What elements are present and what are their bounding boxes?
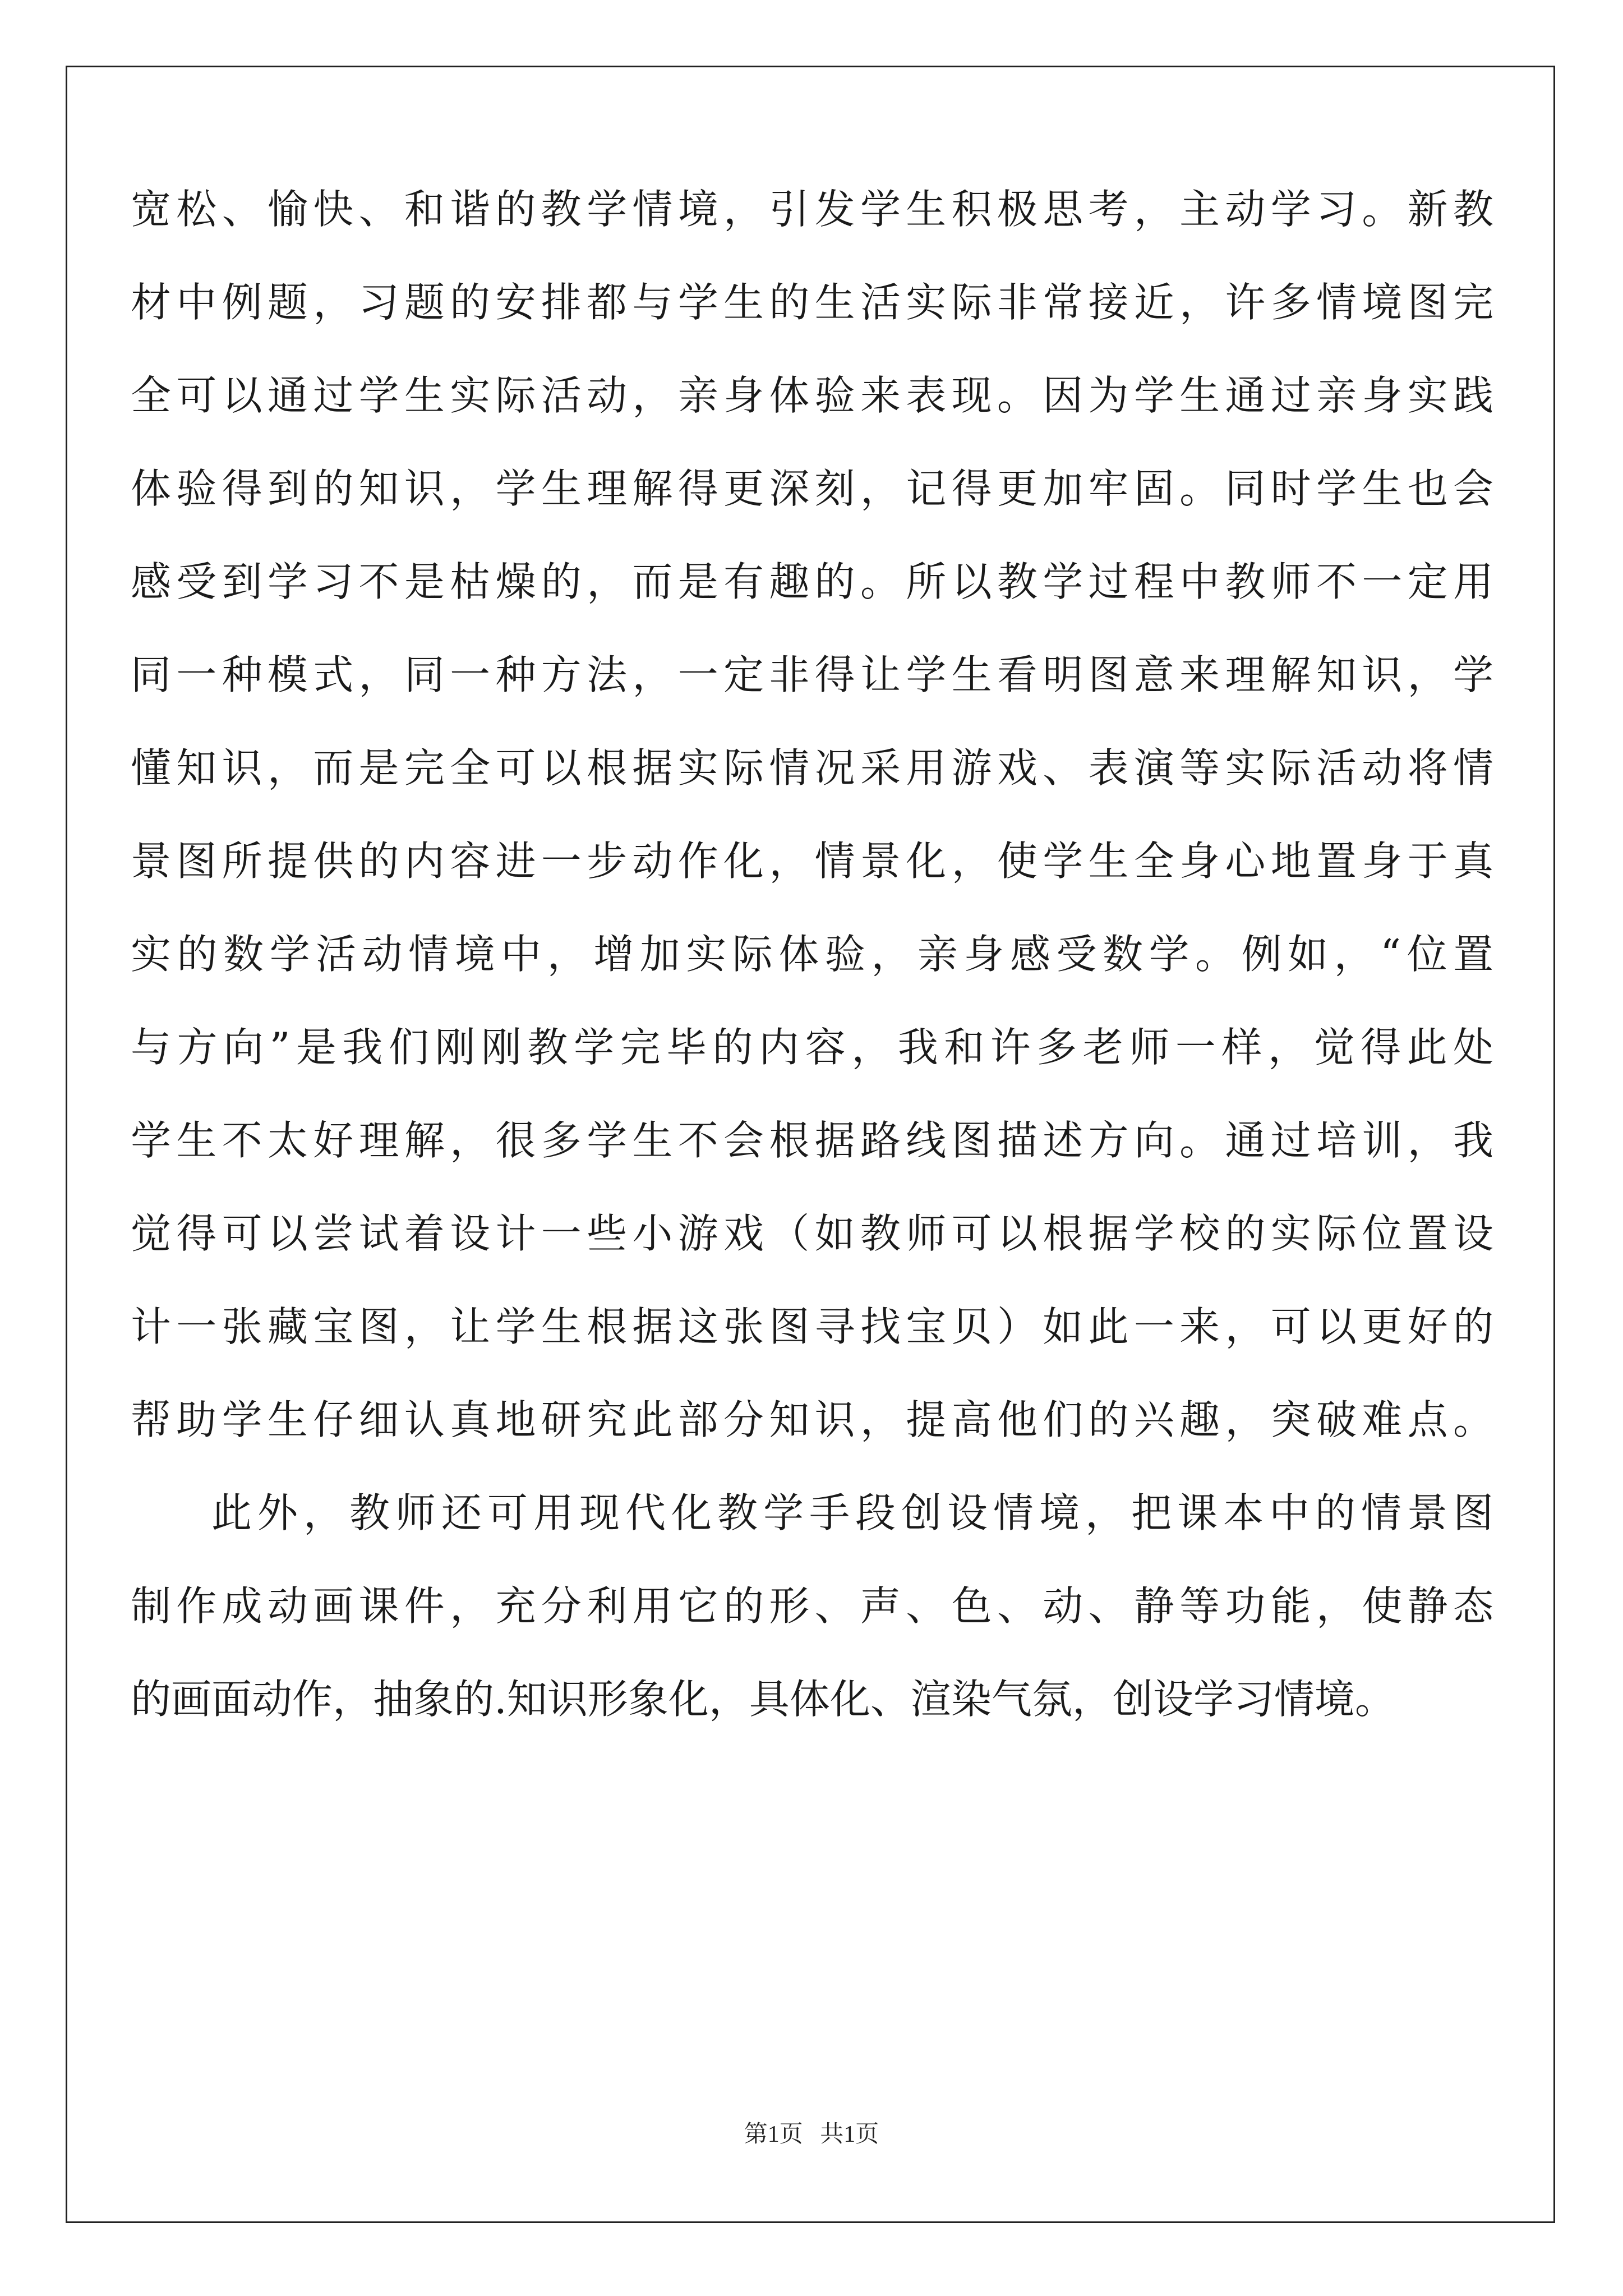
text-line: 的画面动作，抽象的.知识形象化，具体化、渲染气氛，创设学习情境。 (131, 1676, 1395, 1723)
text-line: 材中例题，习题的安排都与学生的生活实际非常接近，许多情境图完 (131, 279, 1493, 326)
text-line: 帮助学生仔细认真地研究此部分知识，提高他们的兴趣，突破难点。 (131, 1396, 1493, 1443)
text-line: 实的数学活动情境中，增加实际体验，亲身感受数学。例如，“位置 (131, 931, 1493, 978)
text-line: 体验得到的知识，学生理解得更深刻，记得更加牢固。同时学生也会 (131, 465, 1493, 512)
text-line: 懂知识，而是完全可以根据实际情况采用游戏、表演等实际活动将情 (131, 744, 1493, 792)
text-line: 制作成动画课件，充分利用它的形、声、色、动、静等功能，使静态 (131, 1582, 1493, 1630)
text-line: 觉得可以尝试着设计一些小游戏（如教师可以根据学校的实际位置设 (131, 1210, 1493, 1257)
text-line: 同一种模式，同一种方法，一定非得让学生看明图意来理解知识，学 (131, 651, 1493, 698)
text-line: 此外，教师还可用现代化教学手段创设情境，把课本中的情景图 (211, 1489, 1493, 1536)
page-footer (0, 2115, 1623, 2149)
text-line: 与方向”是我们刚刚教学完毕的内容，我和许多老师一样，觉得此处 (131, 1024, 1493, 1071)
text-line: 感受到学习不是枯燥的，而是有趣的。所以教学过程中教师不一定用 (131, 558, 1493, 605)
text-line: 全可以通过学生实际活动，亲身体验来表现。因为学生通过亲身实践 (131, 372, 1493, 419)
text-line: 宽松、愉快、和谐的教学情境，引发学生积极思考，主动学习。新教 (131, 186, 1493, 233)
page-total: 共1页 (820, 2122, 879, 2147)
text-line: 景图所提供的内容进一步动作化，情景化，使学生全身心地置身于真 (131, 838, 1493, 885)
text-line: 计一张藏宝图，让学生根据这张图寻找宝贝）如此一来，可以更好的 (131, 1303, 1493, 1350)
page-number: 第1页 (744, 2122, 803, 2147)
text-line: 学生不太好理解，很多学生不会根据路线图描述方向。通过培训，我 (131, 1117, 1493, 1164)
document-body (131, 163, 1493, 1746)
